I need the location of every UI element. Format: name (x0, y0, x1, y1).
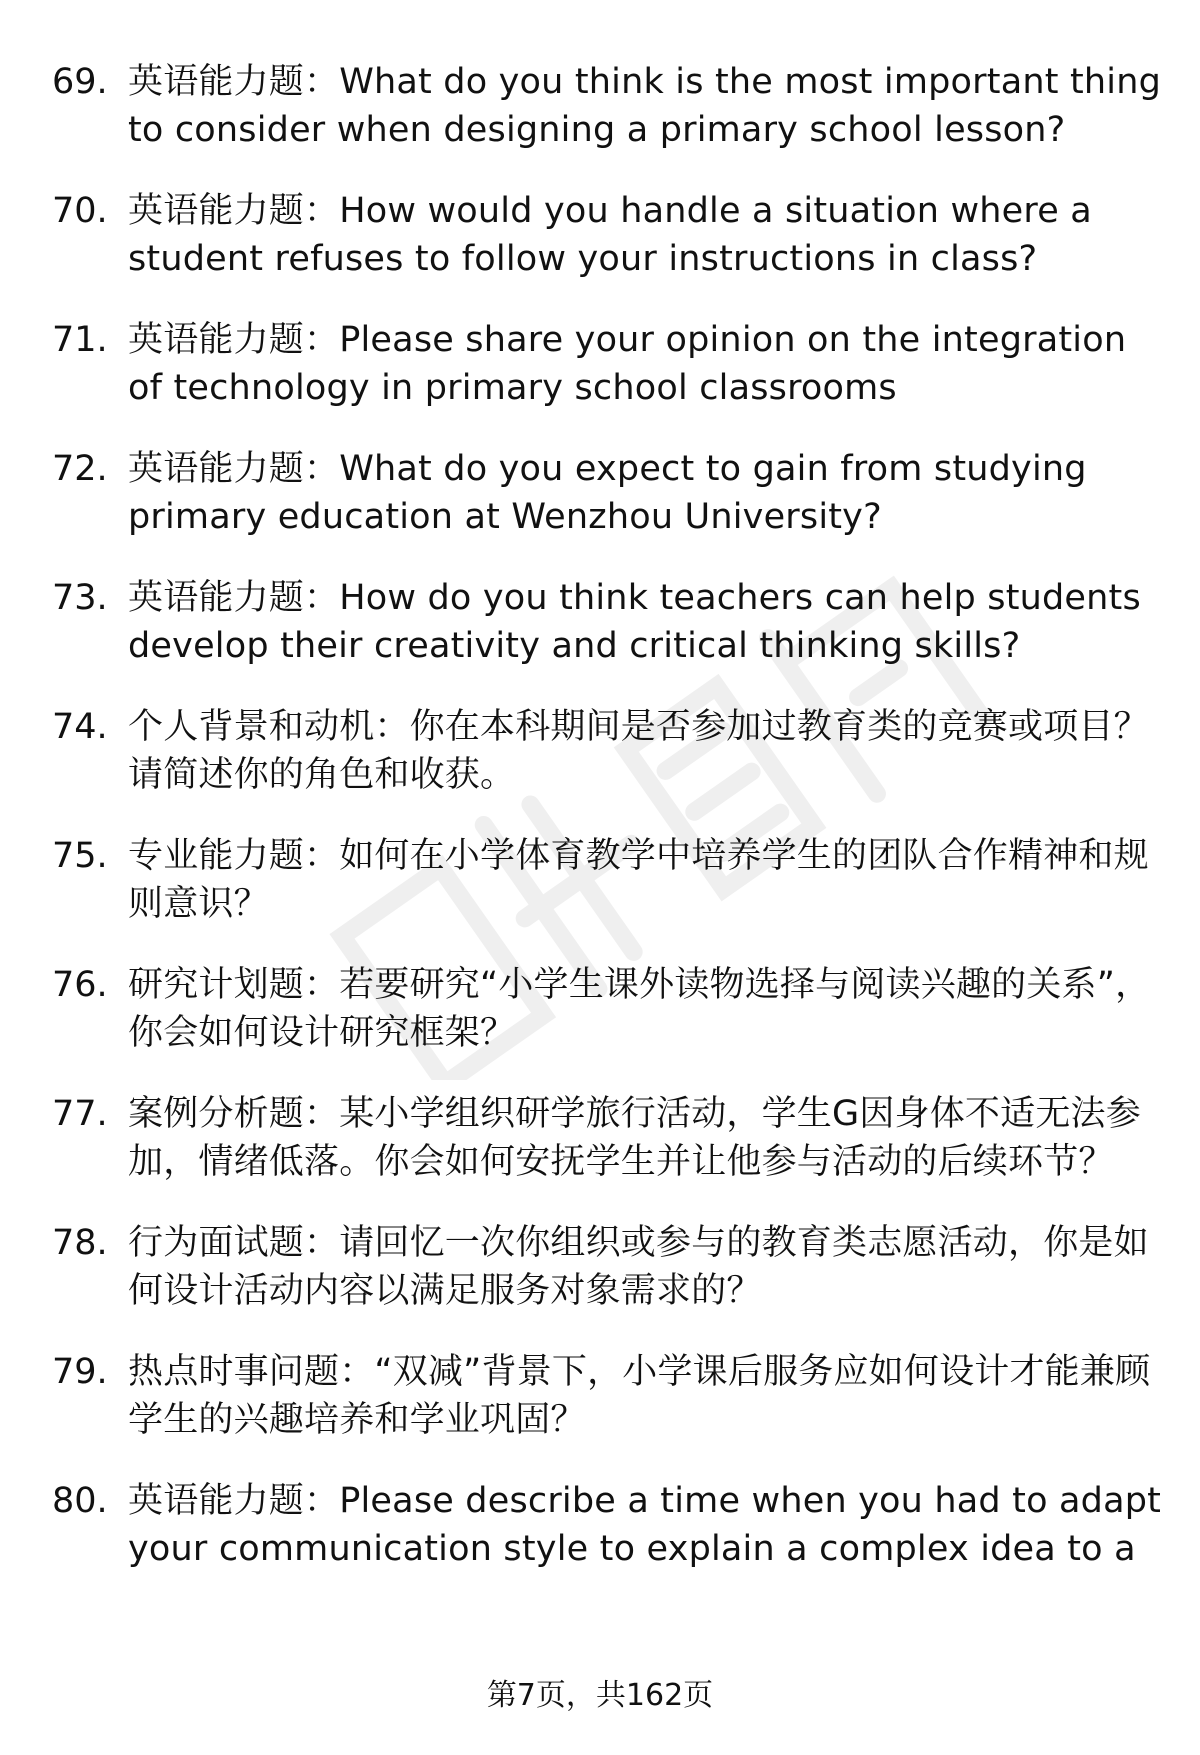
question-category: 研究计划题： (128, 965, 340, 1005)
question-item (0, 1477, 1200, 1573)
question-item (0, 187, 1200, 283)
question-number: 69. (52, 62, 108, 102)
question-list (0, 58, 1200, 1606)
question-category: 行为面试题： (128, 1223, 340, 1263)
question-category: 英语能力题： (128, 191, 340, 231)
question-text: 若要研究“小学生课外读物选择与阅读兴趣的关系”，你会如何设计研究框架？ (128, 965, 1151, 1053)
question-number: 71. (52, 320, 108, 360)
question-number: 80. (52, 1481, 108, 1521)
question-body (128, 703, 1163, 799)
question-text: Please describe a time when you had to adapt your communication style to explain a complex idea to a (128, 1481, 1162, 1569)
question-category: 个人背景和动机： (128, 707, 410, 747)
question-text: How would you handle a situation where a student refuses to follow your instructions in class? (128, 191, 1092, 279)
question-item (0, 703, 1200, 799)
question-category: 英语能力题： (128, 1481, 340, 1521)
question-body (128, 961, 1163, 1057)
question-body (128, 316, 1163, 412)
question-text: 如何在小学体育教学中培养学生的团队合作精神和规则意识？ (128, 836, 1149, 924)
question-text: 请回忆一次你组织或参与的教育类志愿活动，你是如何设计活动内容以满足服务对象需求的？ (128, 1223, 1149, 1311)
question-item (0, 574, 1200, 670)
question-text: “双减”背景下，小学课后服务应如何设计才能兼顾学生的兴趣培养和学业巩固？ (128, 1352, 1151, 1440)
question-item (0, 58, 1200, 154)
question-text: 你在本科期间是否参加过教育类的竞赛或项目？请简述你的角色和收获。 (128, 707, 1149, 795)
question-number: 78. (52, 1223, 108, 1263)
question-item (0, 1090, 1200, 1186)
question-item (0, 316, 1200, 412)
question-category: 英语能力题： (128, 320, 340, 360)
question-category: 案例分析题： (128, 1094, 340, 1134)
question-category: 专业能力题： (128, 836, 340, 876)
question-item (0, 832, 1200, 928)
question-number: 73. (52, 578, 108, 618)
question-text: Please share your opinion on the integration of technology in primary school classrooms (128, 320, 1127, 408)
question-category: 英语能力题： (128, 449, 340, 489)
question-body (128, 1219, 1163, 1315)
question-number: 79. (52, 1352, 108, 1392)
question-body (128, 445, 1163, 541)
question-text: What do you expect to gain from studying primary education at Wenzhou University? (128, 449, 1087, 537)
question-item (0, 1348, 1200, 1444)
question-body (128, 574, 1163, 670)
question-text: 某小学组织研学旅行活动，学生G因身体不适无法参加，情绪低落。你会如何安抚学生并让他参与活动的后续环节？ (128, 1094, 1141, 1182)
question-item (0, 961, 1200, 1057)
page-number: 第7页，共162页 (486, 1678, 714, 1713)
question-number: 70. (52, 191, 108, 231)
question-item (0, 445, 1200, 541)
question-number: 74. (52, 707, 108, 747)
question-number: 72. (52, 449, 108, 489)
question-body (128, 187, 1163, 283)
question-category: 英语能力题： (128, 578, 340, 618)
question-category: 英语能力题： (128, 62, 340, 102)
question-body (128, 1477, 1163, 1573)
question-category: 热点时事问题： (128, 1352, 375, 1392)
question-body (128, 58, 1163, 154)
question-item (0, 1219, 1200, 1315)
question-text: What do you think is the most important thing to consider when designing a primary school lesson? (128, 62, 1161, 150)
question-body (128, 1090, 1163, 1186)
question-body (128, 1348, 1163, 1444)
question-number: 75. (52, 836, 108, 876)
question-number: 76. (52, 965, 108, 1005)
question-text: How do you think teachers can help students develop their creativity and critical thinking skills? (128, 578, 1141, 666)
question-body (128, 832, 1163, 928)
question-number: 77. (52, 1094, 108, 1134)
